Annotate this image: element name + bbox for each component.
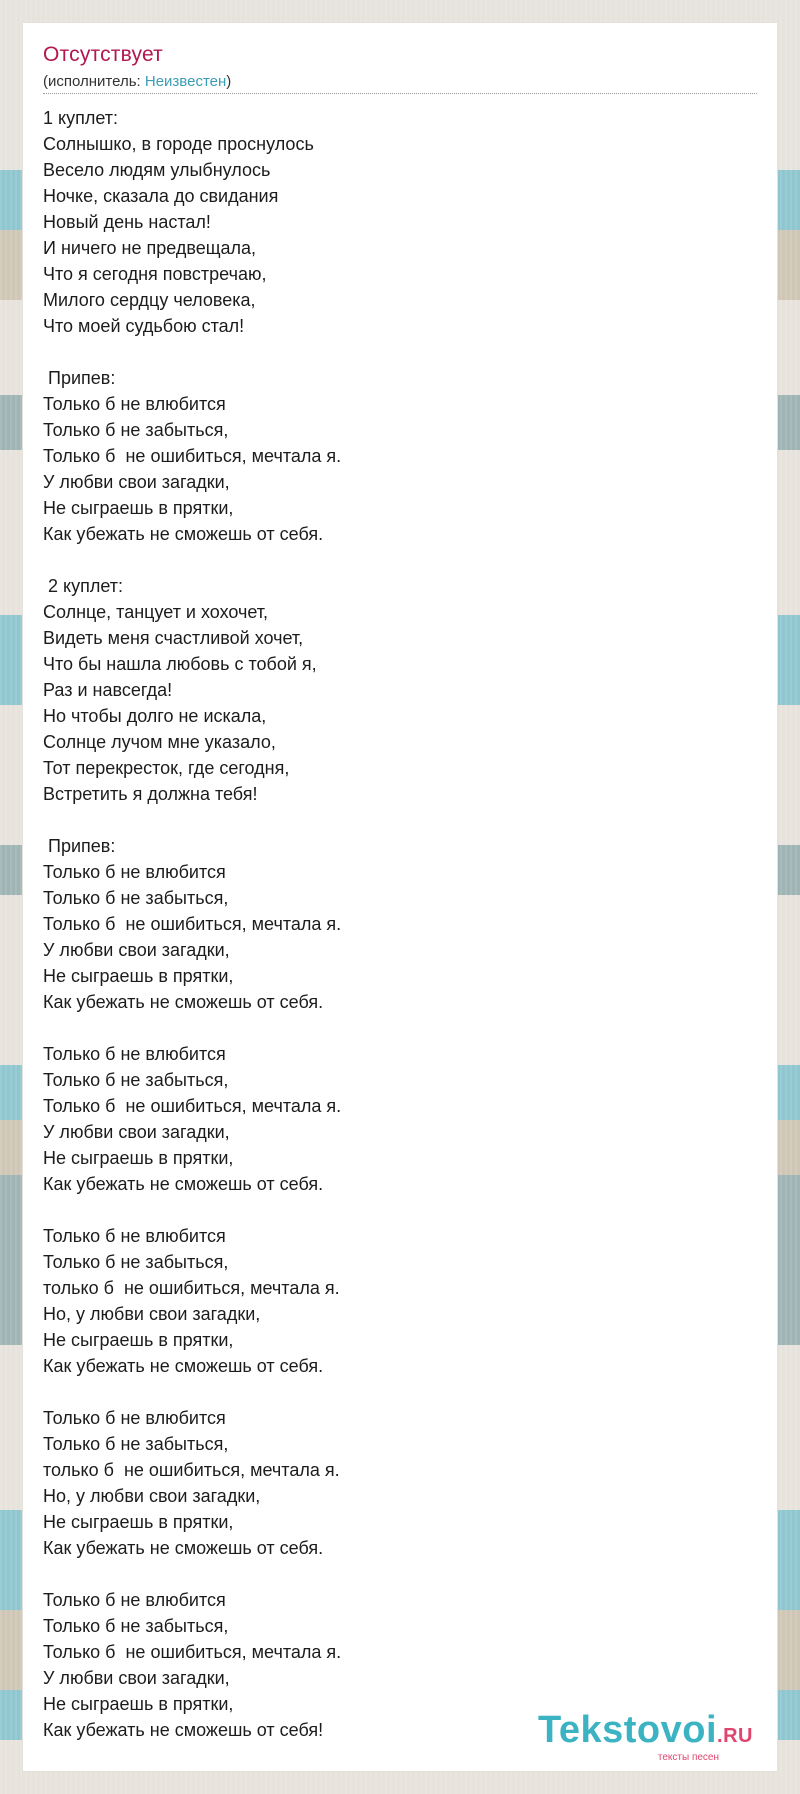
lyric-line: Только б не влюбится <box>43 1590 226 1610</box>
lyric-line: Только б не влюбится <box>43 1226 226 1246</box>
lyric-line: Видеть меня счастливой хочет, <box>43 628 304 648</box>
lyric-line: Но, у любви свои загадки, <box>43 1486 261 1506</box>
lyric-line <box>43 807 743 833</box>
artist-link[interactable]: Неизвестен <box>144 73 227 90</box>
song-title: Отсутствует <box>43 43 163 66</box>
lyric-line: Как убежать не сможешь от себя. <box>43 1538 324 1558</box>
lyric-line: И ничего не предвещала, <box>43 238 257 258</box>
lyric-line <box>43 1197 743 1223</box>
lyric-line: Только б не забыться, <box>43 1434 229 1454</box>
lyric-line: Что моей судьбою стал! <box>43 316 245 336</box>
lyric-line: Не сыграешь в прятки, <box>43 966 234 986</box>
lyric-line: У любви свои загадки, <box>43 1122 230 1142</box>
lyric-line: Не сыграешь в прятки, <box>43 1694 234 1714</box>
lyric-line: Что бы нашла любовь с тобой я, <box>43 654 317 674</box>
lyric-line: У любви свои загадки, <box>43 1668 230 1688</box>
lyric-line: Но, у любви свои загадки, <box>43 1304 261 1324</box>
lyric-line: Не сыграешь в прятки, <box>43 1512 234 1532</box>
lyric-line: Солнышко, в городе проснулось <box>43 134 314 154</box>
lyric-line: Припев: <box>43 368 116 388</box>
lyric-line: У любви свои загадки, <box>43 472 230 492</box>
lyric-line: Припев: <box>43 836 116 856</box>
lyric-line <box>43 547 743 573</box>
lyric-line: Только б не влюбится <box>43 1408 226 1428</box>
lyric-line: Только б не забыться, <box>43 1252 229 1272</box>
lyric-line: Только б не влюбится <box>43 862 226 882</box>
lyric-line: Милого сердцу человека, <box>43 290 256 310</box>
lyric-line: Встретить я должна тебя! <box>43 784 258 804</box>
lyric-line <box>43 1561 743 1587</box>
lyric-line: Солнце лучом мне указало, <box>43 732 276 752</box>
lyric-line <box>43 1379 743 1405</box>
lyric-line: Тот перекресток, где сегодня, <box>43 758 290 778</box>
lyric-line: Только б не ошибиться, мечтала я. <box>43 914 342 934</box>
lyric-line: Только б не забыться, <box>43 1070 229 1090</box>
lyric-line: Только б не забыться, <box>43 420 229 440</box>
lyric-line: Только б не ошибиться, мечтала я. <box>43 1096 342 1116</box>
site-logo[interactable] <box>538 1710 753 1763</box>
lyric-line <box>43 339 743 365</box>
title-divider <box>43 93 757 94</box>
lyric-line: 2 куплет: <box>43 576 123 596</box>
lyric-line: Не сыграешь в прятки, <box>43 1148 234 1168</box>
lyric-line: Как убежать не сможешь от себя. <box>43 1356 324 1376</box>
lyric-line: Только б не ошибиться, мечтала я. <box>43 446 342 466</box>
lyric-line: Только б не забыться, <box>43 1616 229 1636</box>
lyric-line: У любви свои загадки, <box>43 940 230 960</box>
lyric-line: Солнце, танцует и хохочет, <box>43 602 269 622</box>
lyric-line: Ночке, сказала до свидания <box>43 186 279 206</box>
lyric-line <box>43 1015 743 1041</box>
lyric-line: только б не ошибиться, мечтала я. <box>43 1278 340 1298</box>
logo-tld: .RU <box>717 1725 753 1747</box>
lyrics-card <box>22 22 778 1772</box>
lyric-line: Раз и навсегда! <box>43 680 173 700</box>
lyrics-text <box>43 105 743 1743</box>
lyric-line: Как убежать не сможешь от себя. <box>43 524 324 544</box>
lyric-line: Только б не влюбится <box>43 394 226 414</box>
lyric-line: только б не ошибиться, мечтала я. <box>43 1460 340 1480</box>
lyric-line: Но чтобы долго не искала, <box>43 706 267 726</box>
lyric-line: Как убежать не сможешь от себя. <box>43 1174 324 1194</box>
lyric-line: Только б не влюбится <box>43 1044 226 1064</box>
lyric-line: Как убежать не сможешь от себя. <box>43 992 324 1012</box>
artist-line <box>43 73 231 90</box>
logo-tagline: тексты песен <box>657 1752 719 1763</box>
artist-prefix: (исполнитель: <box>43 73 145 90</box>
lyric-line: Новый день настал! <box>43 212 211 232</box>
artist-suffix: ) <box>226 73 232 90</box>
lyric-line: Только б не забыться, <box>43 888 229 908</box>
lyric-line: Что я сегодня повстречаю, <box>43 264 267 284</box>
lyric-line: Не сыграешь в прятки, <box>43 498 234 518</box>
lyric-line: Весело людям улыбнулось <box>43 160 271 180</box>
lyric-line: 1 куплет: <box>43 108 118 128</box>
lyric-line: Не сыграешь в прятки, <box>43 1330 234 1350</box>
lyric-line: Как убежать не сможешь от себя! <box>43 1720 324 1740</box>
logo-name: Tekstovoi <box>537 1709 718 1751</box>
lyric-line: Только б не ошибиться, мечтала я. <box>43 1642 342 1662</box>
